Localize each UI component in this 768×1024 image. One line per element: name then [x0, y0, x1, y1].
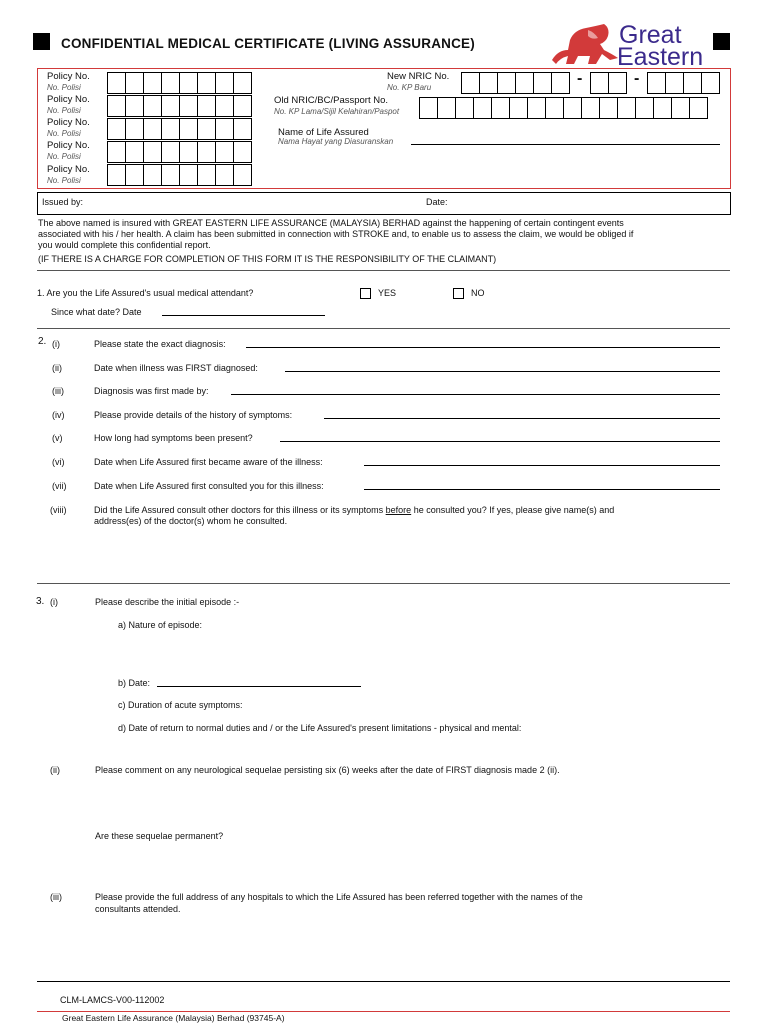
answer-line[interactable] — [324, 418, 720, 419]
answer-line[interactable] — [246, 347, 720, 348]
old-nric-boxes[interactable] — [419, 97, 708, 119]
policy-sublabel: No. Polisi — [47, 176, 81, 185]
divider — [37, 328, 730, 329]
q1-text: 1. Are you the Life Assured's usual medical attendant? — [37, 288, 254, 298]
policy-number-boxes[interactable] — [107, 164, 252, 186]
name-sublabel: Nama Hayat yang Diasuranskan — [278, 137, 394, 146]
q3-roman: (iii) — [50, 892, 62, 902]
no-label: NO — [471, 288, 485, 298]
intro-line-1: The above named is insured with GREAT EASTERN LIFE ASSURANCE (MALAYSIA) BERHAD against the happening of certain contingent events — [38, 218, 624, 228]
policy-sublabel: No. Polisi — [47, 83, 81, 92]
q2-question: Please state the exact diagnosis: — [94, 339, 226, 349]
nric-part3-boxes[interactable] — [647, 72, 720, 94]
q3-a-label: a) Nature of episode: — [118, 620, 203, 630]
answer-line[interactable] — [231, 394, 720, 395]
since-date-label: Since what date? Date — [51, 307, 142, 317]
nric-dash: - — [577, 70, 583, 87]
q3-date-input-line[interactable] — [157, 686, 361, 687]
divider — [37, 270, 730, 271]
nric-dash: - — [634, 70, 640, 87]
yes-label: YES — [378, 288, 397, 298]
policy-sublabel: No. Polisi — [47, 106, 81, 115]
nric-part2-boxes[interactable] — [590, 72, 627, 94]
q2-roman: (vii) — [52, 481, 67, 491]
q2-roman: (viii) — [50, 505, 67, 515]
policy-label: Policy No. — [47, 117, 90, 128]
q2-viii-text-c: he consulted you? If yes, please give name(s) and — [413, 505, 615, 515]
divider — [37, 583, 730, 584]
q2-roman: (iii) — [52, 386, 64, 396]
policy-label: Policy No. — [47, 94, 90, 105]
q3-roman: (ii) — [50, 765, 60, 775]
policy-number-boxes[interactable] — [107, 118, 252, 140]
policy-label: Policy No. — [47, 140, 90, 151]
policy-label: Policy No. — [47, 164, 90, 175]
answer-line[interactable] — [285, 371, 720, 372]
q2-question: Date when Life Assured first consulted you for this illness: — [94, 481, 324, 491]
lion-logo-icon — [548, 20, 620, 68]
q3-b-label: b) Date: — [118, 678, 151, 688]
new-nric-sublabel: No. KP Baru — [387, 83, 432, 92]
q2-question: Date when Life Assured first became aware of the illness: — [94, 457, 323, 467]
q3-iii-text-1: Please provide the full address of any hospitals to which the Life Assured has been referred together with the names of the — [95, 892, 583, 902]
q2-question: Date when illness was FIRST diagnosed: — [94, 363, 258, 373]
policy-number-boxes[interactable] — [107, 141, 252, 163]
policy-number-boxes[interactable] — [107, 72, 252, 94]
name-label: Name of Life Assured — [278, 127, 369, 138]
logo-text-eastern: Eastern — [617, 43, 704, 71]
policy-number-boxes[interactable] — [107, 95, 252, 117]
q2-roman: (vi) — [52, 457, 65, 467]
company-name: Great Eastern Life Assurance (Malaysia) Berhad (93745-A) — [62, 1013, 285, 1023]
q3-roman: (i) — [50, 597, 58, 607]
q2-roman: (iv) — [52, 410, 65, 420]
intro-line-3: you would complete this confidential report. — [38, 240, 211, 250]
answer-line[interactable] — [280, 441, 720, 442]
q2-viii-before: before — [385, 505, 412, 515]
answer-line[interactable] — [364, 465, 720, 466]
nric-part1-boxes[interactable] — [461, 72, 570, 94]
policy-sublabel: No. Polisi — [47, 152, 81, 161]
form-title: CONFIDENTIAL MEDICAL CERTIFICATE (LIVING ASSURANCE) — [61, 36, 475, 51]
q3-permanent-question: Are these sequelae permanent? — [95, 831, 224, 841]
corner-square-right — [713, 33, 730, 50]
footer-red-rule — [37, 1011, 730, 1012]
since-date-input-line[interactable] — [162, 315, 325, 316]
logo-text-great: Great — [619, 21, 682, 49]
policy-sublabel: No. Polisi — [47, 129, 81, 138]
date-label: Date: — [426, 197, 448, 207]
q3-c-label: c) Duration of acute symptoms: — [118, 700, 243, 710]
intro-charge-note: (IF THERE IS A CHARGE FOR COMPLETION OF THIS FORM IT IS THE RESPONSIBILITY OF THE CLAIMANT) — [38, 254, 497, 264]
no-checkbox[interactable] — [453, 288, 464, 299]
q2-roman: (i) — [52, 339, 60, 349]
old-nric-sublabel: No. KP Lama/Sijil Kelahiran/Paspot — [274, 107, 400, 116]
q3-ii-text: Please comment on any neurological sequelae persisting six (6) weeks after the date of FIRST diagnosis made 2 (ii). — [95, 765, 560, 775]
yes-checkbox[interactable] — [360, 288, 371, 299]
q3-i-text: Please describe the initial episode :- — [95, 597, 240, 607]
q2-number: 2. — [38, 336, 47, 347]
q2-roman: (ii) — [52, 363, 62, 373]
q2-question: Diagnosis was first made by: — [94, 386, 209, 396]
q2-viii-text-d: address(es) of the doctor(s) whom he consulted. — [94, 516, 288, 526]
answer-line[interactable] — [364, 489, 720, 490]
q2-viii-text-a: Did the Life Assured consult other doctors for this illness or its symptoms — [94, 505, 384, 515]
q2-question: Please provide details of the history of symptoms: — [94, 410, 293, 420]
name-input-line[interactable] — [411, 144, 720, 145]
issued-by-label: Issued by: — [42, 197, 84, 207]
q2-question: How long had symptoms been present? — [94, 433, 253, 443]
q2-roman: (v) — [52, 433, 63, 443]
intro-line-2: associated with his / her health. A claim has been submitted in connection with STROKE and, to enable us to assess the claim, we would be obliged if — [38, 229, 634, 239]
q3-iii-text-2: consultants attended. — [95, 904, 181, 914]
corner-square-left — [33, 33, 50, 50]
q2-viii-question — [94, 505, 614, 516]
issued-box — [37, 192, 731, 215]
form-code: CLM-LAMCS-V00-112002 — [60, 995, 165, 1005]
policy-label: Policy No. — [47, 71, 90, 82]
q3-number: 3. — [36, 596, 45, 607]
new-nric-label: New NRIC No. — [387, 71, 450, 82]
old-nric-label: Old NRIC/BC/Passport No. — [274, 95, 389, 106]
footer-divider — [37, 981, 730, 982]
q3-d-label: d) Date of return to normal duties and / or the Life Assured's present limitations - physical and mental: — [118, 723, 522, 733]
